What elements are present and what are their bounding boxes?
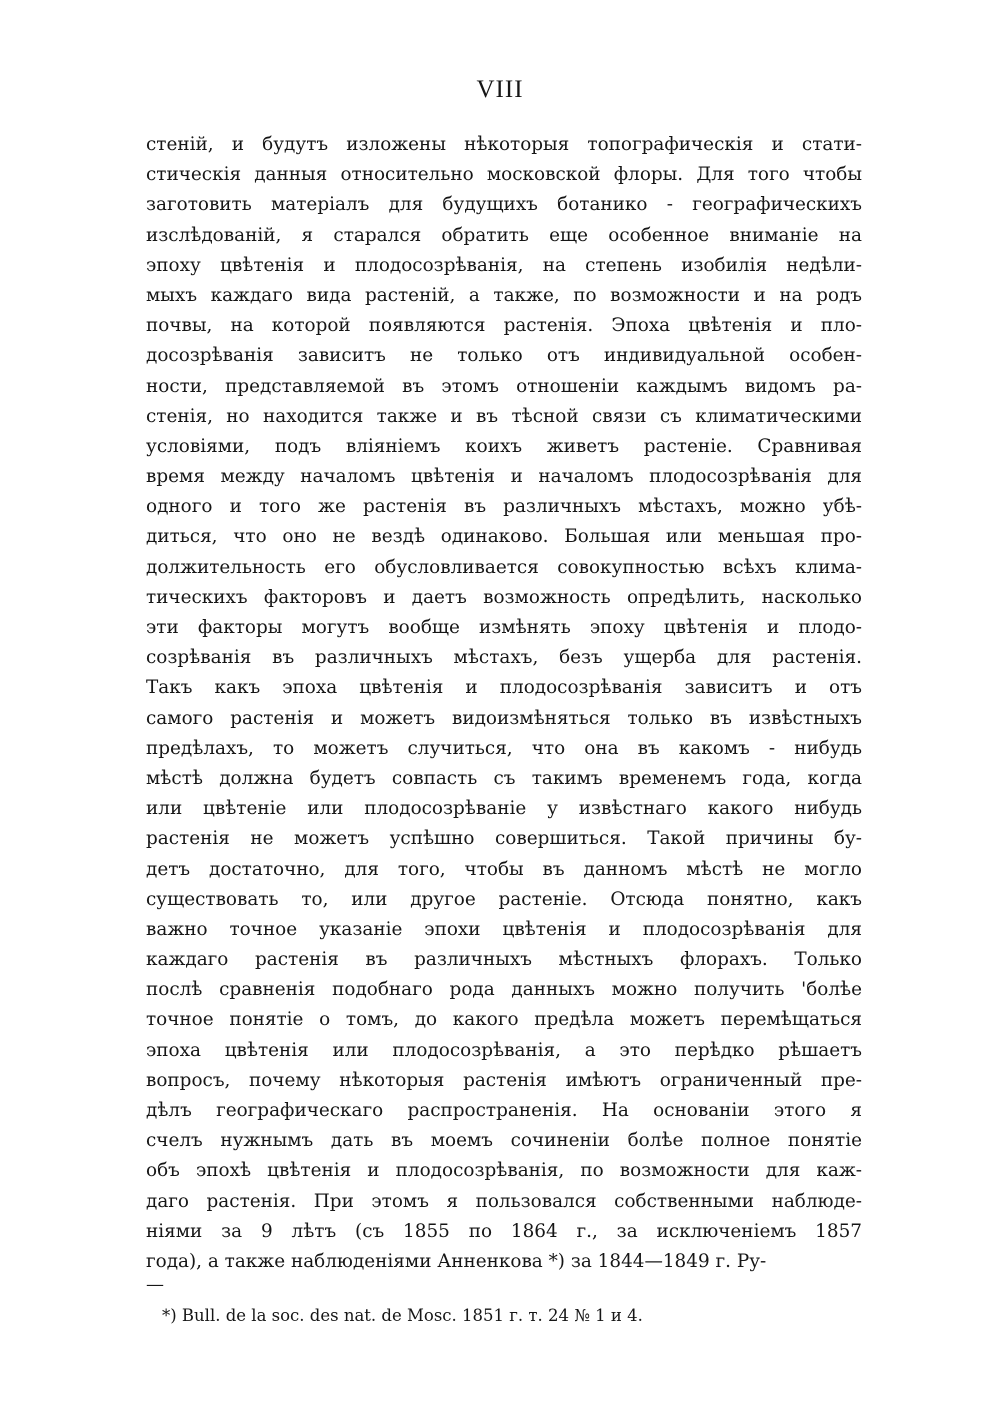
continuation-mark: — <box>146 1274 164 1295</box>
text-line: время между началомъ цвѣтенія и началомъ плодосозрѣванія для <box>146 466 862 488</box>
text-line: эпоху цвѣтенія и плодосозрѣванія, на степень изобилія недѣли- <box>146 254 862 276</box>
text-line: объ эпохѣ цвѣтенія и плодосозрѣванія, по возможности для каж- <box>146 1160 862 1182</box>
text-line: ніями за 9 лѣтъ (съ 1855 по 1864 г., за исключеніемъ 1857 <box>146 1220 862 1242</box>
text-line: условіями, подъ вліяніемъ коихъ живетъ растеніе. Сравнивая <box>146 435 862 457</box>
text-line: ности, представляемой въ этомъ отношеніи каждымъ видомъ ра- <box>146 375 862 397</box>
text-line: мыхъ каждаго вида растеній, а также, по возможности и на родъ <box>146 284 862 306</box>
text-line: предѣлахъ, то можетъ случиться, что она въ какомъ - нибудь <box>146 737 862 759</box>
text-line: одного и того же растенія въ различныхъ мѣстахъ, можно убѣ- <box>146 496 862 518</box>
text-line: детъ достаточно, для того, чтобы въ данномъ мѣстѣ не могло <box>146 858 862 880</box>
text-line: растенія не можетъ успѣшно совершиться. Такой причины бу- <box>146 828 862 850</box>
text-line: досозрѣванія зависитъ не только отъ индивидуальной особен- <box>146 345 862 367</box>
text-line: должительность его обусловливается совокупностью всѣхъ клима- <box>146 556 862 578</box>
text-line: диться, что оно не вездѣ одинаково. Большая или меньшая про- <box>146 526 862 548</box>
text-line: почвы, на которой появляются растенія. Эпоха цвѣтенія и пло- <box>146 315 862 337</box>
text-line: заготовить матеріалъ для будущихъ ботанико - географическихъ <box>146 194 862 216</box>
text-line: эти факторы могутъ вообще измѣнять эпоху цвѣтенія и плодо- <box>146 617 862 638</box>
text-line: тическихъ факторовъ и даетъ возможность опредѣлить, насколько <box>146 586 862 608</box>
text-line: даго растенія. При этомъ я пользовался собственными наблюде- <box>146 1190 862 1212</box>
text-line: стическія данныя относительно московской флоры. Для того чтобы <box>146 164 862 186</box>
text-line: дѣлъ географическаго распространенія. На основаніи этого я <box>146 1100 862 1121</box>
text-line: самого растенія и можетъ видоизмѣняться только въ извѣстныхъ <box>146 707 862 729</box>
text-line: изслѣдованій, я старался обратить еще особенное вниманіе на <box>146 224 862 246</box>
text-line: Такъ какъ эпоха цвѣтенія и плодосозрѣванія зависитъ и отъ <box>146 677 862 699</box>
text-line: стенія, но находится также и въ тѣсной связи съ климатическими <box>146 405 862 427</box>
text-line: послѣ сравненія подобнаго рода данныхъ можно получить 'болѣе <box>146 979 862 1001</box>
text-line: точное понятіе о томъ, до какого предѣла можетъ перемѣщаться <box>146 1009 862 1031</box>
text-line: мѣстѣ должна будетъ совпасть съ такимъ временемъ года, когда <box>146 767 862 789</box>
text-line: или цвѣтеніе или плодосозрѣваніе у извѣстнаго какого нибудь <box>146 798 862 820</box>
text-line: счелъ нужнымъ дать въ моемъ сочиненіи болѣе полное понятіе <box>146 1130 862 1152</box>
body-text <box>146 130 862 1277</box>
text-line: вопросъ, почему нѣкоторыя растенія имѣютъ ограниченный пре- <box>146 1069 862 1091</box>
text-line: каждаго растенія въ различныхъ мѣстныхъ флорахъ. Только <box>146 949 862 971</box>
text-line: стеній, и будутъ изложены нѣкоторыя топографическія и стати- <box>146 134 862 155</box>
text-line: эпоха цвѣтенія или плодосозрѣванія, а это перѣдко рѣшаетъ <box>146 1039 862 1061</box>
text-line-last: года), а также наблюденіями Анненкова *) за 1844—1849 г. Ру- <box>146 1250 767 1272</box>
text-line: существовать то, или другое растеніе. Отсюда понятно, какъ <box>146 888 862 910</box>
page-number: VIII <box>476 76 524 103</box>
footnote: *) Bull. de la soc. des nat. de Mosc. 1851 г. т. 24 № 1 и 4. <box>162 1306 643 1325</box>
text-line: важно точное указаніе эпохи цвѣтенія и плодосозрѣванія для <box>146 918 862 940</box>
text-line: созрѣванія въ различныхъ мѣстахъ, безъ ущерба для растенія. <box>146 647 862 669</box>
